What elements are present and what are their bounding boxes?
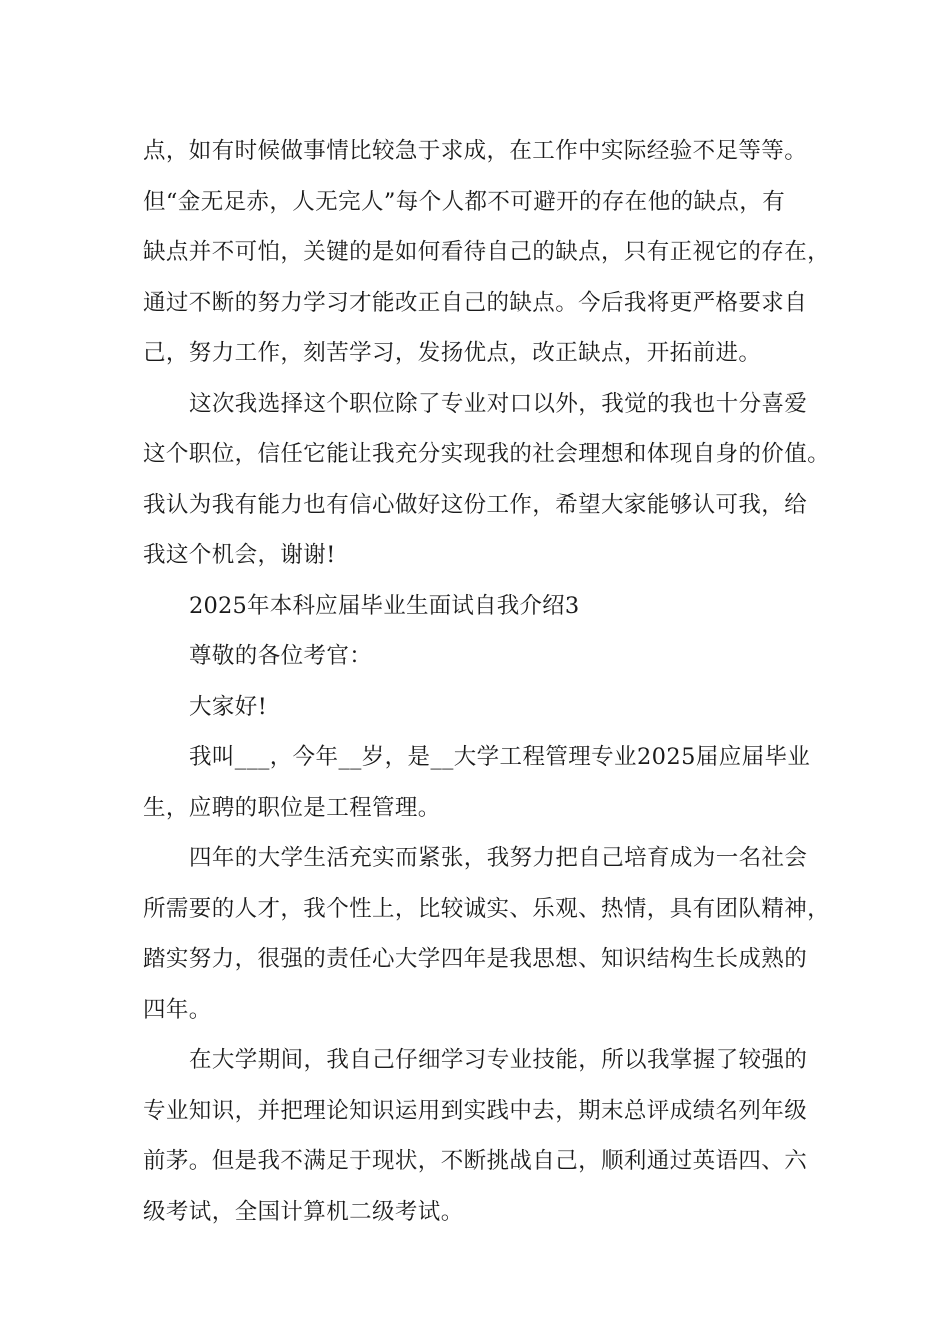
text-line: 级考试，全国计算机二级考试。 <box>143 1198 464 1225</box>
text-line: 专业知识，并把理论知识运用到实践中去，期末总评成绩名列年级 <box>143 1097 808 1124</box>
document-page <box>143 126 833 1237</box>
paragraph-study <box>143 1035 833 1237</box>
greeting: 大家好! <box>189 693 268 720</box>
text-line: 通过不断的努力学习才能改正自己的缺点。今后我将更严格要求自 <box>143 289 808 316</box>
salutation: 尊敬的各位考官： <box>189 643 373 669</box>
text-line: 但“金无足赤，人无完人”每个人都不可避开的存在他的缺点，有 <box>143 188 786 215</box>
paragraph-weaknesses <box>143 126 833 379</box>
text-line: 点，如有时候做事情比较急于求成，在工作中实际经验不足等等。 <box>143 138 808 164</box>
text-line: 在大学期间，我自己仔细学习专业技能，所以我掌握了较强的 <box>189 1047 808 1073</box>
text-line: 生，应聘的职位是工程管理。 <box>143 794 441 821</box>
text-line: 踏实努力，很强的责任心大学四年是我思想、知识结构生长成熟的 <box>143 946 808 972</box>
text-line: 己，努力工作，刻苦学习，发扬优点，改正缺点，开拓前进。 <box>143 340 762 366</box>
text-line: 所需要的人才，我个性上，比较诚实、乐观、热情，具有团队精神， <box>143 895 831 922</box>
paragraph-university-life <box>143 833 833 1035</box>
text-line: 我认为我有能力也有信心做好这份工作，希望大家能够认可我，给 <box>143 491 808 518</box>
paragraph-why-this-position <box>143 379 833 581</box>
section-heading: 2025年本科应届毕业生面试自我介绍3 <box>189 592 580 619</box>
paragraph-self-intro <box>143 732 833 833</box>
text-line: 这次我选择这个职位除了专业对口以外，我觉的我也十分喜爱 <box>189 390 808 417</box>
text-line: 我叫___，今年__岁，是__大学工程管理专业2025届应届毕业 <box>189 744 811 770</box>
text-line: 缺点并不可怕，关键的是如何看待自己的缺点，只有正视它的存在， <box>143 239 831 265</box>
text-line: 这个职位，信任它能让我充分实现我的社会理想和体现自身的价值。 <box>143 441 831 467</box>
text-line: 四年。 <box>143 996 212 1023</box>
text-line: 我这个机会，谢谢! <box>143 542 336 568</box>
text-line: 四年的大学生活充实而紧张，我努力把自己培育成为一名社会 <box>189 845 808 871</box>
text-line: 前茅。但是我不满足于现状，不断挑战自己，顺利通过英语四、六 <box>143 1148 808 1174</box>
